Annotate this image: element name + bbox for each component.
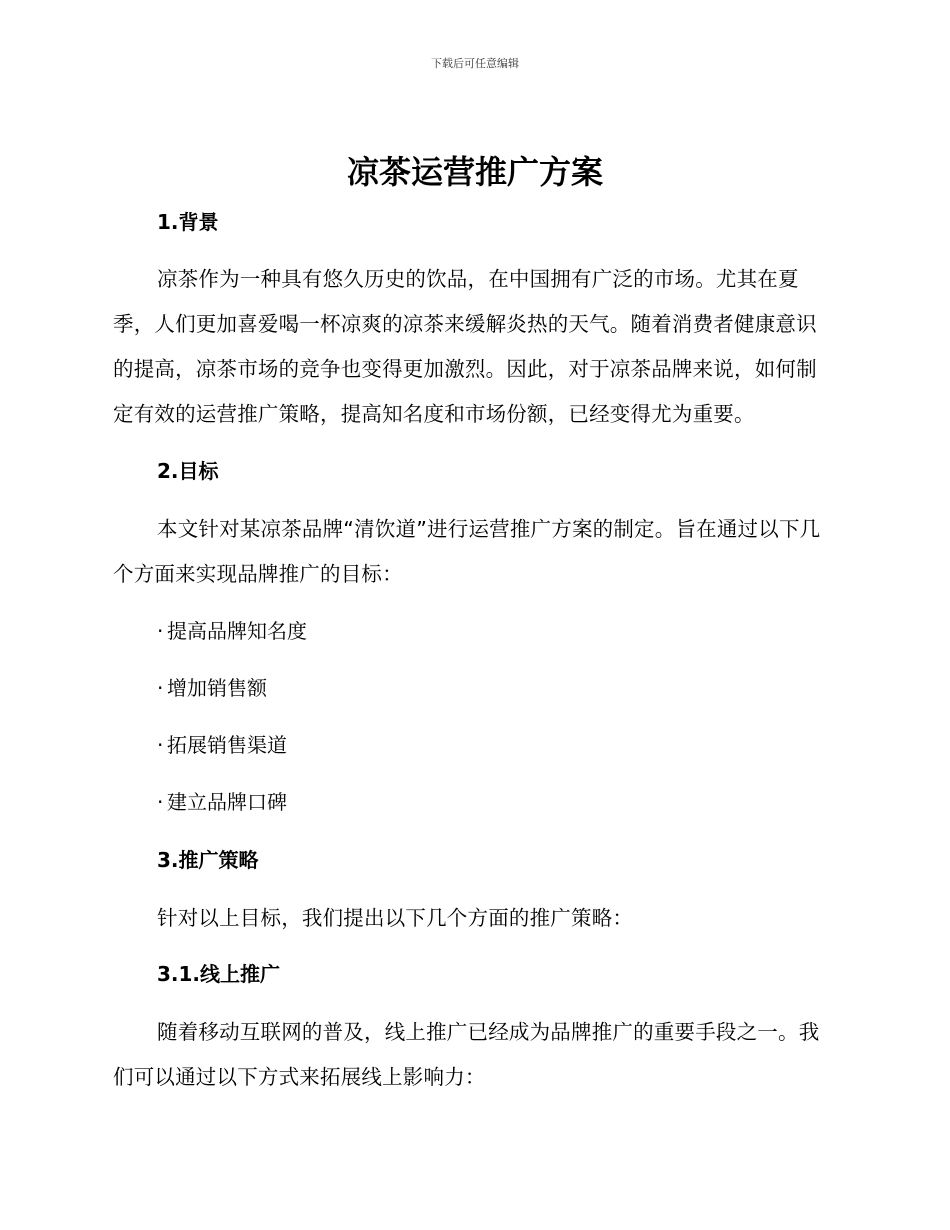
document-title: 凉茶运营推广方案 <box>346 153 603 191</box>
list-item-label: 提高品牌知名度 <box>167 619 307 643</box>
section-heading-online: 3.1.线上推广 <box>157 962 281 986</box>
list-item-label: 建立品牌口碑 <box>167 790 287 814</box>
bullet-marker: · <box>157 676 164 700</box>
paragraph-background: 凉茶作为一种具有悠久历史的饮品，在中国拥有广泛的市场。尤其在夏季，人们更加喜爱喝一杯凉爽的凉茶来缓解炎热的天气。随着消费者健康意识的提高，凉茶市场的竞争也变得更加激烈。因此，对于凉茶品牌来说，如何制定有效的运营推广策略，提高知名度和市场份额，已经变得尤为重要。 <box>113 267 817 426</box>
list-item-label: 拓展销售渠道 <box>167 733 287 757</box>
section-heading-background: 1.背景 <box>157 210 219 234</box>
paragraph-goals: 本文针对某凉茶品牌“清饮道”进行运营推广方案的制定。旨在通过以下几个方面来实现品牌推广的目标： <box>113 517 821 586</box>
list-item <box>157 617 307 645</box>
list-item-label: 增加销售额 <box>167 676 267 700</box>
list-item <box>157 731 287 759</box>
section-heading-goals: 2.目标 <box>157 459 219 483</box>
header-note: 下载后可任意编辑 <box>431 57 519 70</box>
list-item <box>157 674 267 702</box>
paragraph-online: 随着移动互联网的普及，线上推广已经成为品牌推广的重要手段之一。我们可以通过以下方式来拓展线上影响力： <box>113 1020 820 1089</box>
list-item <box>157 788 287 816</box>
paragraph-strategy: 针对以上目标，我们提出以下几个方面的推广策略： <box>157 906 634 930</box>
bullet-marker: · <box>157 619 164 643</box>
bullet-marker: · <box>157 790 164 814</box>
section-heading-strategy: 3.推广策略 <box>157 848 259 872</box>
bullet-marker: · <box>157 733 164 757</box>
